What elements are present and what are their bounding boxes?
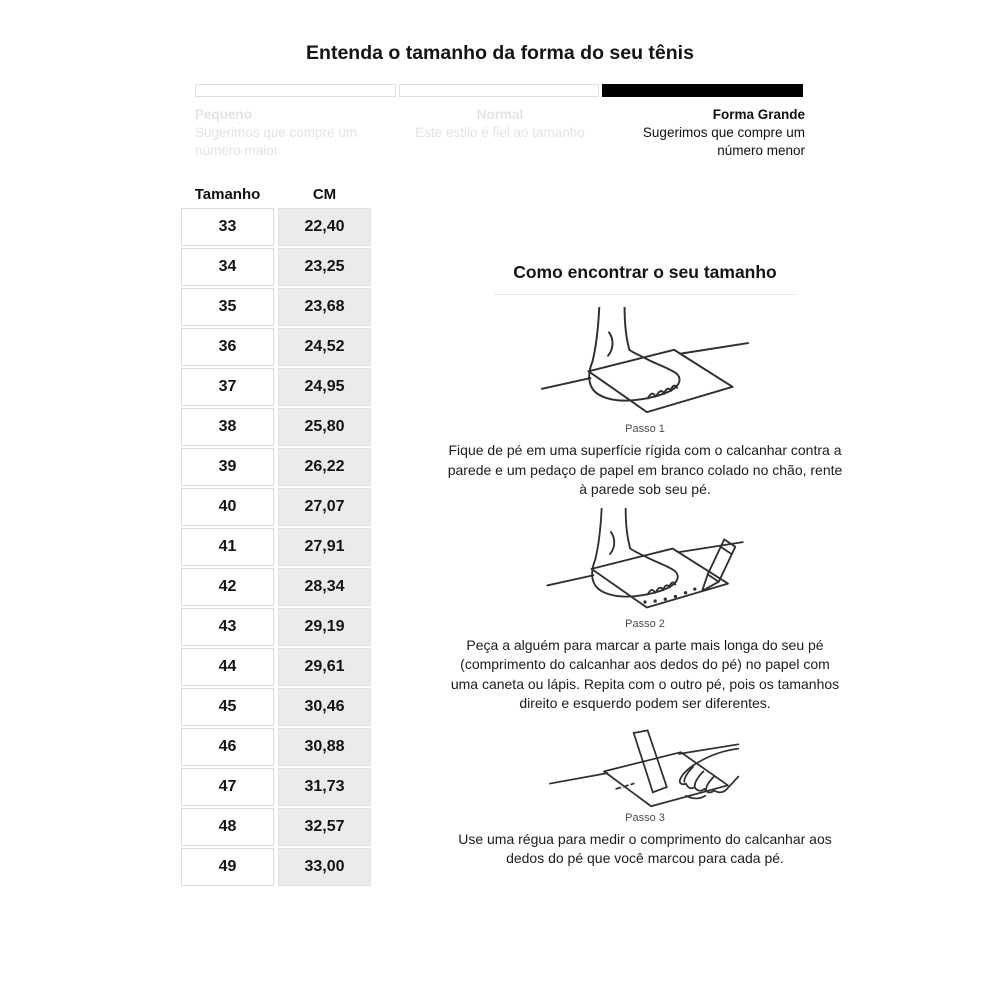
fit-label-pequeno <box>195 106 390 160</box>
guide-step-2 <box>445 508 845 714</box>
step-label: Passo 2 <box>625 617 665 630</box>
fit-segment-pequeno <box>195 84 396 97</box>
hand-with-ruler-icon <box>532 726 758 808</box>
guide-step-3 <box>445 726 845 869</box>
cm-cell: 30,88 <box>278 728 371 766</box>
divider <box>494 294 796 295</box>
fit-label-forma-grande <box>610 106 805 160</box>
size-table-header-tamanho: Tamanho <box>194 185 261 203</box>
size-table-head <box>181 182 371 206</box>
fit-indicator-bar <box>195 84 803 97</box>
step-label: Passo 3 <box>625 811 665 824</box>
table-row <box>181 848 371 886</box>
fit-segment-forma-grande <box>602 84 803 97</box>
size-cell: 37 <box>181 368 274 406</box>
cm-cell: 32,57 <box>278 808 371 846</box>
guide-title: Como encontrar o seu tamanho <box>513 262 777 282</box>
step-text: Use uma régua para medir o comprimento do calcanhar aos dedos do pé que você marcou para cada pé. <box>458 830 832 866</box>
table-row <box>181 208 371 246</box>
fit-label-normal <box>403 106 598 160</box>
cm-cell: 26,22 <box>278 448 371 486</box>
table-row <box>181 448 371 486</box>
step-text: Fique de pé em uma superfície rígida com o calcanhar contra a parede e um pedaço de papel em branco colado no chão, rente à parede sob seu pé. <box>447 442 843 497</box>
size-cell: 44 <box>181 648 274 686</box>
size-table-header-cm: CM <box>312 185 337 203</box>
table-row <box>181 768 371 806</box>
cm-cell: 22,40 <box>278 208 371 246</box>
fit-label-title: Normal <box>476 107 524 122</box>
size-cell: 42 <box>181 568 274 606</box>
fit-segment-normal <box>399 84 600 97</box>
size-cell: 45 <box>181 688 274 726</box>
table-row <box>181 568 371 606</box>
size-cell: 36 <box>181 328 274 366</box>
table-row <box>181 408 371 446</box>
fit-label-description: Este estilo é fiel ao tamanho <box>415 125 585 140</box>
size-guide-instructions <box>445 262 845 869</box>
table-row <box>181 688 371 726</box>
cm-cell: 25,80 <box>278 408 371 446</box>
table-row <box>181 248 371 286</box>
table-row <box>181 528 371 566</box>
size-cell: 39 <box>181 448 274 486</box>
foot-on-paper-icon <box>538 307 752 419</box>
table-row <box>181 728 371 766</box>
foot-and-pencil-icon <box>538 508 752 614</box>
table-row <box>181 808 371 846</box>
guide-step-1 <box>445 307 845 500</box>
cm-cell: 27,07 <box>278 488 371 526</box>
page-title: Entenda o tamanho da forma do seu tênis <box>306 42 694 64</box>
table-row <box>181 328 371 366</box>
size-cell: 46 <box>181 728 274 766</box>
size-cell: 38 <box>181 408 274 446</box>
cm-cell: 23,68 <box>278 288 371 326</box>
fit-label-description: Sugerimos que compre um número menor <box>642 125 805 158</box>
size-cell: 35 <box>181 288 274 326</box>
size-table <box>177 180 375 888</box>
cm-cell: 24,95 <box>278 368 371 406</box>
size-cell: 34 <box>181 248 274 286</box>
fit-label-description: Sugerimos que compre um número maior <box>195 125 358 158</box>
cm-cell: 23,25 <box>278 248 371 286</box>
cm-cell: 30,46 <box>278 688 371 726</box>
size-cell: 47 <box>181 768 274 806</box>
table-row <box>181 368 371 406</box>
size-cell: 49 <box>181 848 274 886</box>
cm-cell: 27,91 <box>278 528 371 566</box>
step-text: Peça a alguém para marcar a parte mais longa do seu pé (comprimento do calcanhar aos dedos do pé) no papel com uma caneta ou lápis. Repita com o outro pé, pois os tamanhos direito e esquerdo podem ser diferentes. <box>450 636 840 711</box>
cm-cell: 29,61 <box>278 648 371 686</box>
table-row <box>181 488 371 526</box>
cm-cell: 24,52 <box>278 328 371 366</box>
cm-cell: 28,34 <box>278 568 371 606</box>
fit-label-title: Pequeno <box>195 107 253 122</box>
size-cell: 33 <box>181 208 274 246</box>
size-cell: 40 <box>181 488 274 526</box>
size-table-body <box>181 208 371 886</box>
step-label: Passo 1 <box>625 423 665 435</box>
fit-label-title: Forma Grande <box>712 107 805 122</box>
cm-cell: 29,19 <box>278 608 371 646</box>
table-row <box>181 648 371 686</box>
table-row <box>181 608 371 646</box>
size-cell: 41 <box>181 528 274 566</box>
cm-cell: 31,73 <box>278 768 371 806</box>
cm-cell: 33,00 <box>278 848 371 886</box>
size-cell: 48 <box>181 808 274 846</box>
size-cell: 43 <box>181 608 274 646</box>
size-table-header-row <box>181 182 371 206</box>
table-row <box>181 288 371 326</box>
fit-labels-row <box>195 106 805 160</box>
